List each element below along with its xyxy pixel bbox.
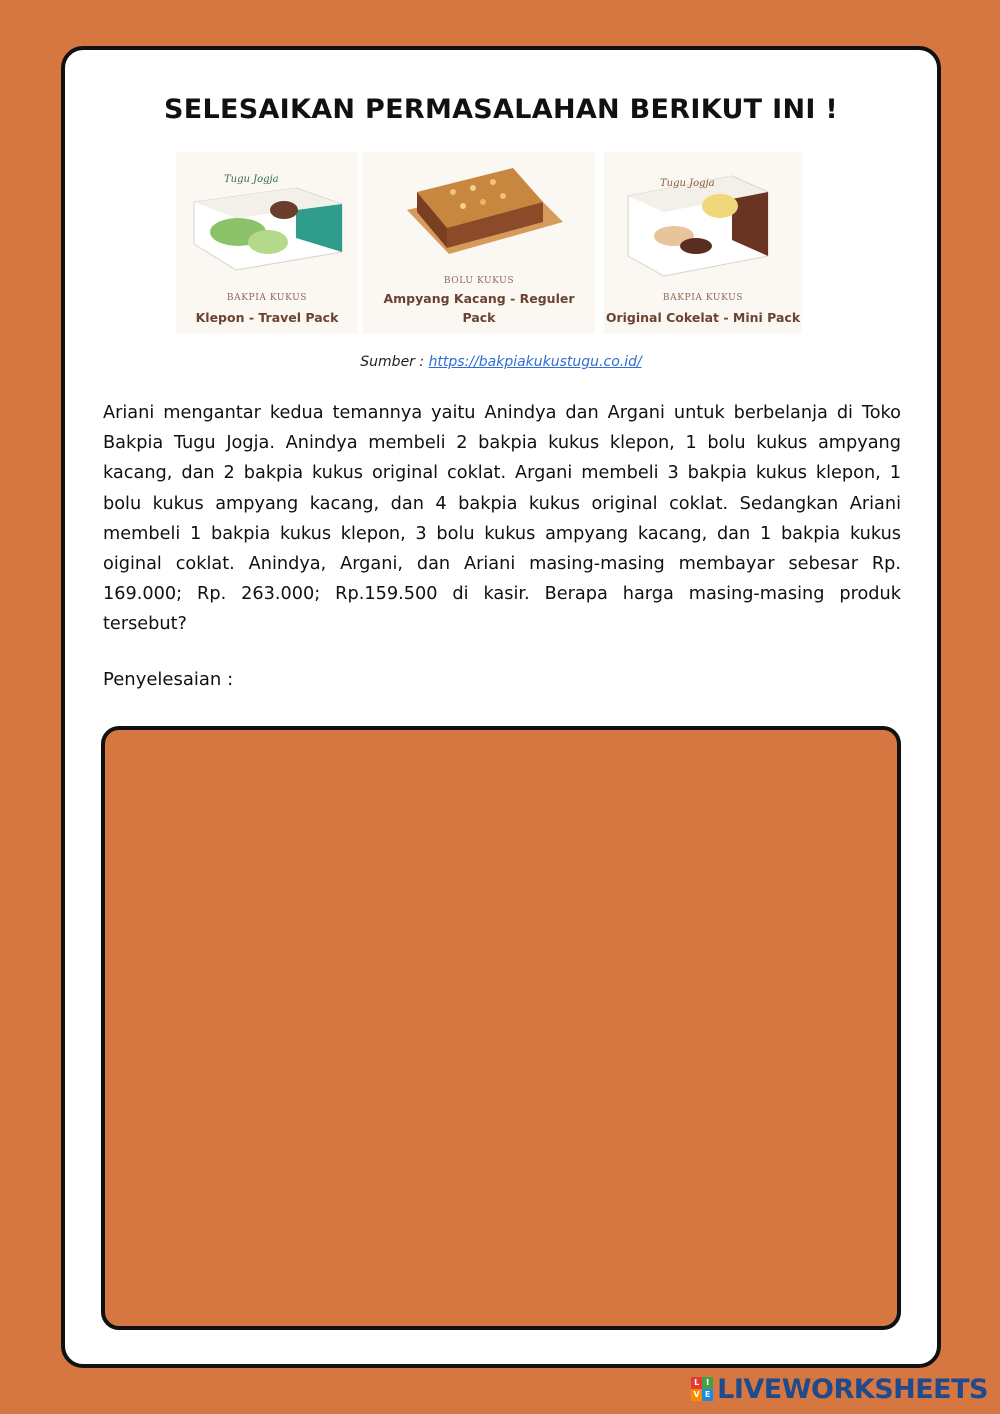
product-name: Ampyang Kacang - Reguler bbox=[383, 291, 575, 306]
answer-input-box[interactable] bbox=[101, 726, 901, 1330]
product-original-cokelat bbox=[604, 152, 802, 334]
worksheet-title: SELESAIKAN PERMASALAHAN BERIKUT INI ! bbox=[163, 94, 838, 125]
logo-letter: V bbox=[691, 1389, 702, 1401]
logo-letter: E bbox=[702, 1389, 713, 1401]
product-category: BOLU KUKUS bbox=[443, 276, 515, 286]
liveworksheets-logo bbox=[691, 1372, 988, 1406]
klepon-box-image bbox=[176, 152, 358, 277]
logo-letter: I bbox=[702, 1377, 713, 1389]
product-name: Klepon - Travel Pack bbox=[195, 310, 339, 325]
cokelat-box-image bbox=[604, 152, 802, 277]
source-citation bbox=[65, 354, 937, 370]
liveworksheets-icon bbox=[691, 1377, 713, 1401]
product-category: BAKPIA KUKUS bbox=[662, 293, 744, 303]
problem-statement: Ariani mengantar kedua temannya yaitu Anindya dan Argani untuk berbelanja di Toko Bakpia Tugu Jogja. Anindya membeli 2 bakpia kukus klepon, 1 bolu kukus ampyang kacang, dan 2 bakpia kukus original coklat. Argani membeli 3 bakpia kukus klepon, 1 bolu kukus ampyang kacang, dan 4 bakpia kukus original coklat. Sedangkan Ariani membeli 1 bakpia kukus klepon, 3 bolu kukus ampyang kacang, dan 1 bakpia kukus oiginal coklat. Anindya, Argani, dan Ariani masing-masing membayar sebesar Rp. 169.000; Rp. 263.000; Rp.159.500 di kasir. Berapa harga masing-masing produk tersebut? bbox=[103, 403, 901, 635]
product-klepon bbox=[176, 152, 358, 334]
svg-text:Tugu Jogja: Tugu Jogja bbox=[660, 178, 715, 189]
solution-label: Penyelesaian : bbox=[103, 669, 234, 690]
product-name-continued: Pack bbox=[462, 310, 496, 325]
product-ampyang bbox=[363, 152, 595, 334]
source-link[interactable]: https://bakpiakukustugu.co.id/ bbox=[428, 354, 642, 370]
source-label: Sumber : bbox=[360, 354, 429, 370]
ampyang-cake-image bbox=[363, 152, 595, 277]
logo-letter: L bbox=[691, 1377, 702, 1389]
product-category: BAKPIA KUKUS bbox=[226, 293, 308, 303]
worksheet-card bbox=[61, 46, 941, 1368]
product-name: Original Cokelat - Mini Pack bbox=[605, 310, 801, 325]
product-images bbox=[176, 152, 802, 334]
liveworksheets-wordmark: LIVEWORKSHEETS bbox=[717, 1373, 988, 1405]
svg-text:Tugu Jogja: Tugu Jogja bbox=[224, 174, 279, 185]
